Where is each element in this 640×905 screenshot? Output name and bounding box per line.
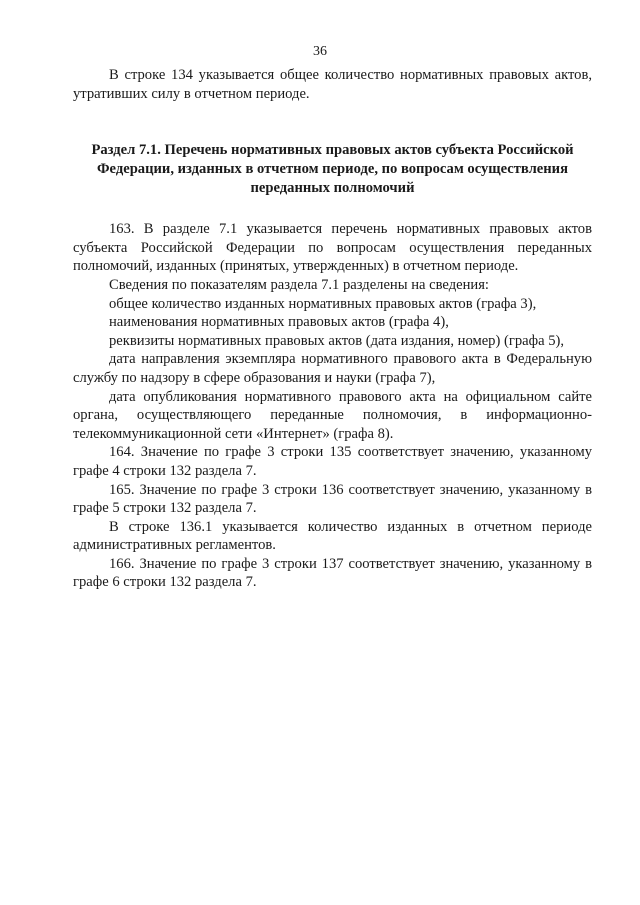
list-item-5: дата опубликования нормативного правового акта на официальном сайте органа, осуществляющего переданные полномочия, в информационно-телекоммуникационной сети «Интернет» (графа 8). (73, 388, 592, 442)
paragraph-166: 166. Значение по графе 3 строки 137 соответствует значению, указанному в графе 6 строки 132 раздела 7. (73, 555, 592, 591)
paragraph-136-1: В строке 136.1 указывается количество изданных в отчетном периоде административных регламентов. (73, 518, 592, 554)
list-item-2: наименования нормативных правовых актов (графа 4), (109, 314, 449, 331)
list-item-4: дата направления экземпляра нормативного правового акта в Федеральную службу по надзору в сфере образования и науки (графа 7), (73, 351, 592, 386)
paragraph-163: 163. В разделе 7.1 указывается перечень нормативных правовых актов субъекта Российской Федерации по вопросам осуществления переданных полномочий, изданных (принятых, утвержденных) в отчетном периоде. (73, 221, 592, 275)
paragraph-info-intro: Сведения по показателям раздела 7.1 разделены на сведения: (109, 276, 489, 293)
page-number: 36 (313, 44, 327, 59)
section-heading: Раздел 7.1. Перечень нормативных правовых актов субъекта Российской Федерации, изданных в отчетном периоде, по вопросам осуществления переданных полномочий (91, 142, 574, 197)
document-body (73, 66, 592, 592)
paragraph-164: 164. Значение по графе 3 строки 135 соответствует значению, указанному графе 4 строки 132 раздела 7. (73, 444, 592, 479)
intro-paragraph: В строке 134 указывается общее количество нормативных правовых актов, утративших силу в отчетном периоде. (73, 67, 592, 102)
list-item-1: общее количество изданных нормативных правовых актов (графа 3), (109, 295, 537, 312)
list-item-3: реквизиты нормативных правовых актов (дата издания, номер) (графа 5), (109, 332, 564, 349)
paragraph-165: 165. Значение по графе 3 строки 136 соответствует значению, указанному в графе 5 строки 132 раздела 7. (73, 481, 592, 517)
